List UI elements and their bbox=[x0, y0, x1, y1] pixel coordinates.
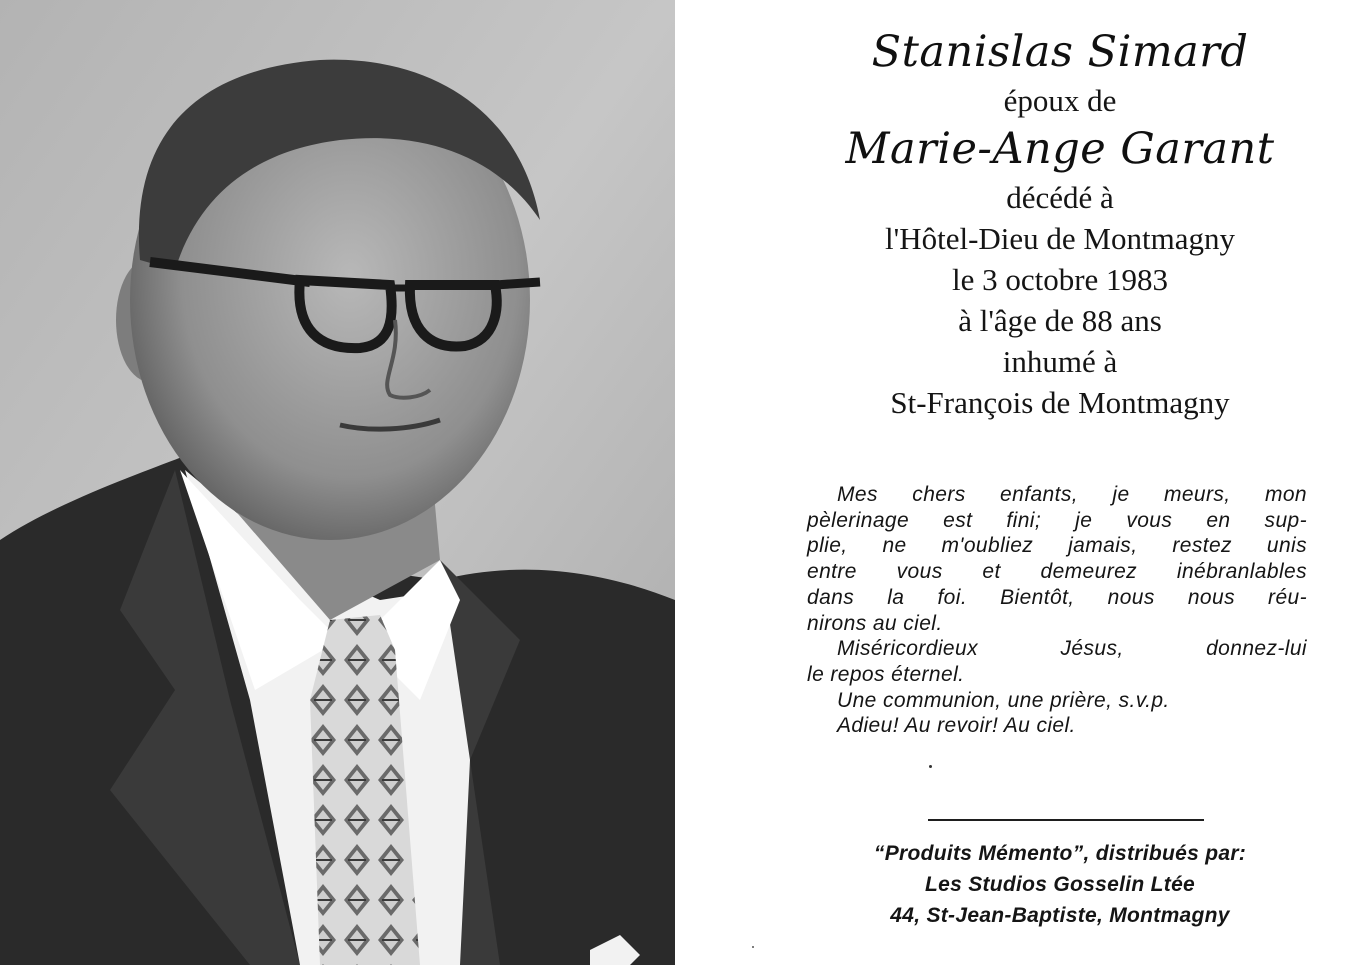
obituary-text bbox=[780, 18, 1340, 423]
relation-label: époux de bbox=[1003, 83, 1117, 118]
publisher-brand: “Produits Mémento”, distribués par: bbox=[873, 842, 1247, 865]
date-of-death: le 3 octobre 1983 bbox=[951, 262, 1169, 297]
divider-rule bbox=[928, 819, 1204, 821]
deceased-name: Stanislas Simard bbox=[871, 27, 1249, 77]
print-speck bbox=[929, 765, 932, 768]
place-of-death: l'Hôtel-Dieu de Montmagny bbox=[885, 221, 1235, 256]
burial-place: St-François de Montmagny bbox=[890, 385, 1230, 420]
print-speck bbox=[752, 946, 754, 948]
prayer-line: Une communion, une prière, s.v.p. bbox=[837, 688, 1170, 712]
prayer-line: Mes chers enfants, je meurs, mon bbox=[837, 483, 1307, 506]
publisher-footer bbox=[780, 838, 1340, 931]
spouse-name: Marie-Ange Garant bbox=[845, 124, 1275, 174]
prayer-line: le repos éternel. bbox=[807, 662, 965, 686]
publisher-address: 44, St-Jean-Baptiste, Montmagny bbox=[890, 904, 1230, 927]
prayer-line: pèlerinage est fini; je vous en sup- bbox=[807, 508, 1307, 532]
prayer-line: nirons au ciel. bbox=[807, 611, 943, 635]
age-at-death: à l'âge de 88 ans bbox=[958, 303, 1162, 338]
buried-at-label: inhumé à bbox=[1002, 344, 1118, 379]
prayer-line: entre vous et demeurez inébranlables bbox=[807, 560, 1307, 584]
prayer-line: Adieu! Au revoir! Au ciel. bbox=[837, 714, 1076, 738]
prayer-line: dans la foi. Bientôt, nous nous réu- bbox=[807, 585, 1307, 609]
prayer-text bbox=[807, 482, 1307, 739]
portrait-photo bbox=[0, 0, 675, 965]
prayer-line: Miséricordieux Jésus, donnez-lui bbox=[837, 637, 1307, 661]
prayer-line: plie, ne m'oubliez jamais, restez unis bbox=[807, 534, 1307, 558]
publisher-company: Les Studios Gosselin Ltée bbox=[924, 873, 1196, 896]
died-at-label: décédé à bbox=[1006, 180, 1114, 215]
